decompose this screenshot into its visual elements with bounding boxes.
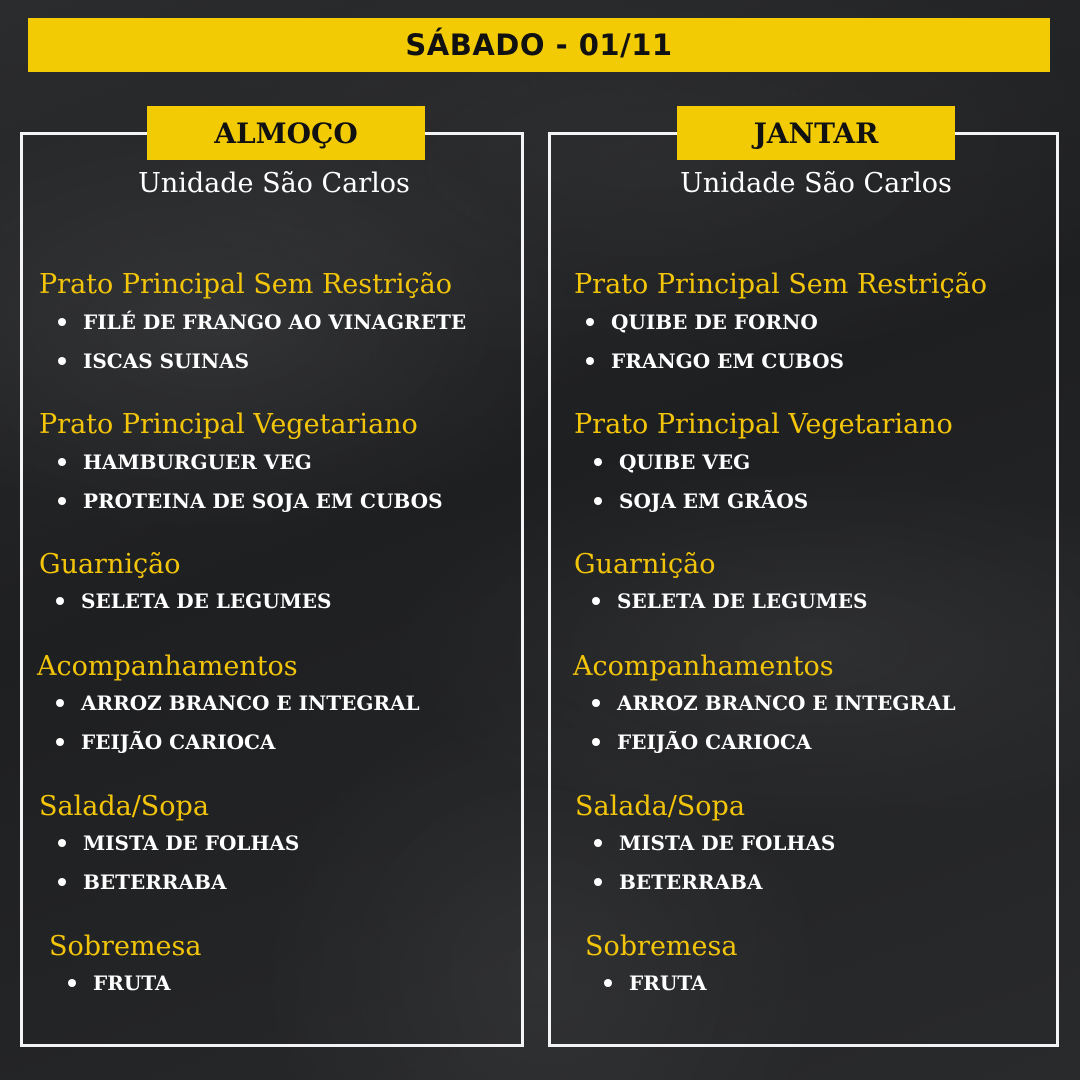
dinner-menu-item: ARROZ BRANCO E INTEGRAL	[592, 691, 956, 715]
lunch-label-box	[147, 106, 425, 160]
bullet-icon	[586, 318, 594, 326]
bullet-icon	[594, 497, 602, 505]
dinner-section-title: Salada/Sopa	[575, 791, 745, 822]
dinner-label-box	[677, 106, 955, 160]
lunch-menu-item: ARROZ BRANCO E INTEGRAL	[56, 691, 420, 715]
dinner-section-title: Sobremesa	[585, 931, 738, 962]
dinner-menu-item: MISTA DE FOLHAS	[594, 831, 835, 855]
dinner-menu-item: QUIBE VEG	[594, 450, 750, 474]
dinner-menu-item: QUIBE DE FORNO	[586, 310, 818, 334]
dinner-unit: Unidade São Carlos	[680, 168, 952, 199]
bullet-icon	[592, 597, 600, 605]
dinner-menu-item: SOJA EM GRÃOS	[594, 489, 808, 513]
dinner-menu-item: SELETA DE LEGUMES	[592, 589, 867, 613]
dinner-section-title: Acompanhamentos	[573, 651, 834, 682]
lunch-unit: Unidade São Carlos	[138, 168, 410, 199]
bullet-icon	[58, 497, 66, 505]
dinner-section-title: Guarnição	[574, 549, 716, 580]
bullet-icon	[58, 318, 66, 326]
dinner-menu-item: BETERRABA	[594, 870, 762, 894]
bullet-icon	[58, 878, 66, 886]
lunch-menu-item: FRUTA	[68, 971, 171, 995]
lunch-label: ALMOÇO	[214, 116, 358, 150]
bullet-icon	[586, 357, 594, 365]
lunch-section-title: Prato Principal Vegetariano	[39, 409, 418, 440]
date-header-bar	[28, 18, 1050, 72]
dinner-menu-item: FRUTA	[604, 971, 707, 995]
lunch-section-title: Guarnição	[39, 549, 181, 580]
lunch-menu-item: FEIJÃO CARIOCA	[56, 730, 275, 754]
dinner-menu-item: FEIJÃO CARIOCA	[592, 730, 811, 754]
bullet-icon	[56, 597, 64, 605]
dinner-section-title: Prato Principal Sem Restrição	[574, 269, 988, 300]
bullet-icon	[594, 839, 602, 847]
bullet-icon	[58, 458, 66, 466]
lunch-section-title: Prato Principal Sem Restrição	[39, 269, 453, 300]
dinner-menu-item: FRANGO EM CUBOS	[586, 349, 844, 373]
dinner-section-title: Prato Principal Vegetariano	[574, 409, 953, 440]
bullet-icon	[58, 839, 66, 847]
bullet-icon	[592, 699, 600, 707]
lunch-menu-item: HAMBURGUER VEG	[58, 450, 312, 474]
lunch-menu-item: ISCAS SUINAS	[58, 349, 249, 373]
bullet-icon	[594, 458, 602, 466]
lunch-menu-item: MISTA DE FOLHAS	[58, 831, 299, 855]
lunch-menu-item: PROTEINA DE SOJA EM CUBOS	[58, 489, 443, 513]
bullet-icon	[68, 979, 76, 987]
lunch-menu-item: FILÉ DE FRANGO AO VINAGRETE	[58, 310, 466, 334]
lunch-section-title: Acompanhamentos	[37, 651, 298, 682]
bullet-icon	[58, 357, 66, 365]
dinner-label: JANTAR	[753, 116, 879, 150]
bullet-icon	[56, 738, 64, 746]
lunch-menu-item: BETERRABA	[58, 870, 226, 894]
lunch-menu-item: SELETA DE LEGUMES	[56, 589, 331, 613]
date-title: SÁBADO - 01/11	[405, 28, 673, 62]
bullet-icon	[56, 699, 64, 707]
lunch-section-title: Salada/Sopa	[39, 791, 209, 822]
bullet-icon	[604, 979, 612, 987]
bullet-icon	[592, 738, 600, 746]
lunch-section-title: Sobremesa	[49, 931, 202, 962]
bullet-icon	[594, 878, 602, 886]
